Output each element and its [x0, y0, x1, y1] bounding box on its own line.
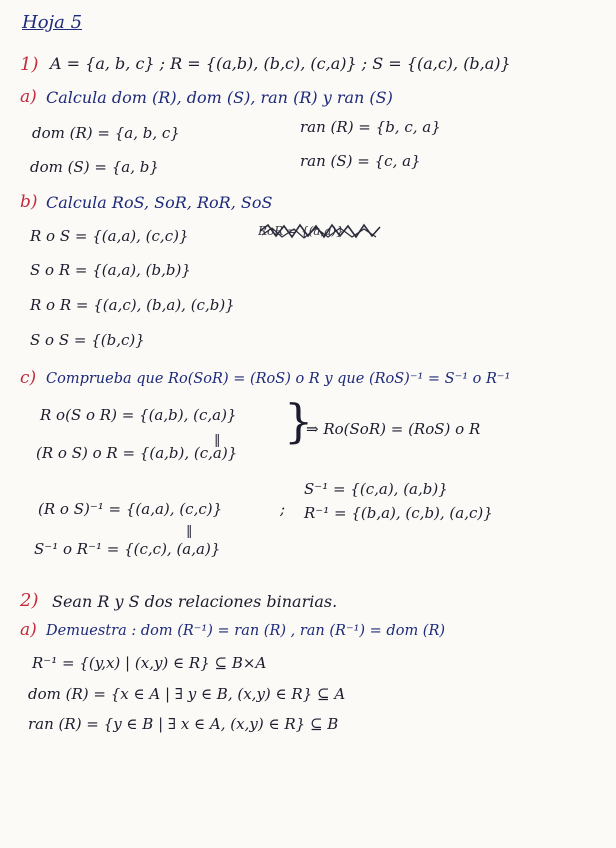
part-a-label: a): [20, 87, 37, 107]
page-title: Hoja 5: [22, 12, 83, 33]
exercise-1-number: 1): [20, 54, 39, 75]
sor-line: S o R = {(a,a), (b,b)}: [30, 261, 191, 279]
scribble-strokes: [258, 221, 386, 241]
sinv-rinv-line: S⁻¹ o R⁻¹ = {(c,c), (a,a)}: [34, 540, 221, 558]
dom-s-line: dom (S) = {a, b}: [30, 158, 159, 176]
part-b-label: b): [20, 192, 38, 212]
part-a-heading: Calcula dom (R), dom (S), ran (R) y ran (S): [46, 88, 393, 107]
c-conclusion: ⇒ Ro(SoR) = (RoS) o R: [306, 420, 481, 438]
closing-brace: }: [284, 394, 314, 448]
ros-line: R o S = {(a,a), (c,c)}: [30, 227, 189, 245]
c-line-2: (R o S) o R = {(a,b), (c,a)}: [36, 444, 238, 462]
r-inverse-definition: R⁻¹ = {(y,x) | (x,y) ∈ R} ⊆ B×A: [32, 654, 267, 672]
c-line-1: R o(S o R) = {(a,b), (c,a)}: [40, 406, 237, 424]
crossed-out-content: RoR = {(a,a)}: [258, 224, 344, 238]
part-b-heading: Calcula RoS, SoR, RoR, SoS: [46, 193, 273, 212]
ran-r-definition: ran (R) = {y ∈ B | ∃ x ∈ A, (x,y) ∈ R} ⊆ B: [28, 715, 339, 733]
dom-r-definition: dom (R) = {x ∈ A | ∃ y ∈ B, (x,y) ∈ R} ⊆ A: [28, 685, 346, 703]
ror-line: R o R = {(a,c), (b,a), (c,b)}: [30, 296, 235, 314]
exercise-2-number: 2): [20, 590, 39, 611]
exercise-1-statement: A = {a, b, c} ; R = {(a,b), (b,c), (c,a)} ; S = {(a,c), (b,a)}: [50, 54, 511, 73]
ex2-part-a-label: a): [20, 620, 37, 640]
r-inverse-line: R⁻¹ = {(b,a), (c,b), (a,c)}: [304, 504, 493, 522]
ran-r-line: ran (R) = {b, c, a}: [300, 118, 441, 136]
equivalence-mark-2: ‖: [186, 524, 193, 539]
crossed-out-text: [258, 221, 386, 241]
sos-line: S o S = {(b,c)}: [30, 331, 145, 349]
ros-inverse-line: (R o S)⁻¹ = {(a,a), (c,c)}: [38, 500, 223, 518]
s-inverse-line: S⁻¹ = {(c,a), (a,b)}: [304, 480, 448, 498]
equivalence-mark-1: ‖: [214, 433, 221, 448]
dom-r-line: dom (R) = {a, b, c}: [32, 124, 180, 142]
part-c-heading: Comprueba que Ro(SoR) = (RoS) o R y que (RoS)⁻¹ = S⁻¹ o R⁻¹: [46, 371, 511, 387]
ex2-part-a-heading: Demuestra : dom (R⁻¹) = ran (R) , ran (R⁻¹) = dom (R): [46, 623, 446, 639]
ran-s-line: ran (S) = {c, a}: [300, 152, 421, 170]
semicolon: ;: [280, 500, 286, 518]
exercise-2-statement: Sean R y S dos relaciones binarias.: [52, 592, 338, 611]
part-c-label: c): [20, 368, 37, 388]
